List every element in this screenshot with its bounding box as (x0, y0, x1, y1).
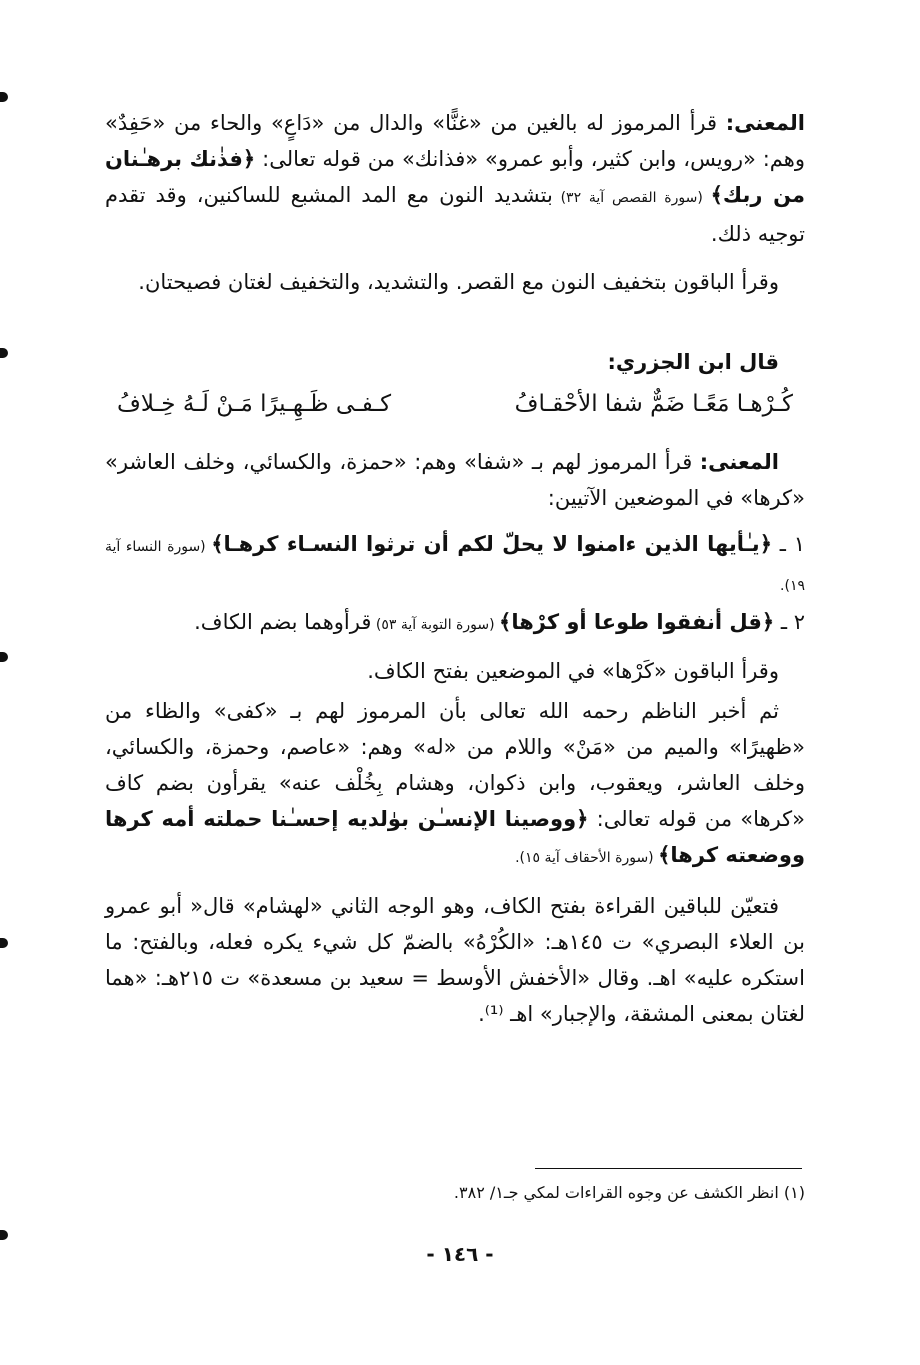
footnote-rule (535, 1168, 802, 1169)
paragraph-text: قرأ المرموز لهم بـ «شفا» وهم: «حمزة، والكسائي، وخلف العاشر» «كرها» في الموضعين الآتيين: (105, 450, 805, 510)
binding-mark (0, 938, 8, 948)
list-item (105, 604, 805, 643)
paragraph-explanation (105, 693, 805, 876)
paragraph-meaning-2 (105, 444, 805, 516)
page-body (105, 105, 805, 1032)
item-rest: قرأوهما بضم الكاف. (194, 610, 372, 634)
meaning-label: المعنى: (699, 450, 779, 474)
poem-verse (105, 384, 805, 424)
binding-mark (0, 1230, 8, 1240)
surah-reference: (سورة الأحقاف آية ١٥). (515, 850, 659, 866)
meaning-label: المعنى: (725, 111, 805, 135)
surah-reference: (سورة التوبة آية ٥٣) (371, 617, 500, 633)
paragraph-text: ثم أخبر الناظم رحمه الله تعالى بأن المرموز لهم بـ «كفى» والظاء من «ظهيرًا» والميم من «مَنْ» واللام من «له» وهم: «عاصم، وحمزة، والكسائي، وخلف العاشر، ويعقوب، وابن ذكوان، وهشام بِخُلْف عنه» يقرأون بضم كاف «كرها» من قوله تعالى: (105, 699, 805, 831)
quran-quote: ﴿قل أنفقوا طوعا أو كرْها﴾ (499, 610, 775, 634)
item-number: ١ ـ (779, 532, 805, 556)
section-heading: قال ابن الجزري: (607, 350, 779, 374)
item-number: ٢ ـ (780, 610, 805, 634)
quran-quote: ﴿يـٰأيها الذين ءامنوا لا يحلّ لكم أن ترثوا النسـاء كرهـا﴾ (211, 532, 772, 556)
paragraph-meaning-1 (105, 105, 805, 252)
paragraph-others-fatha: وقرأ الباقون «كَرْها» في الموضعين بفتح الكاف. (367, 659, 779, 683)
paragraph-others: وقرأ الباقون بتخفيف النون مع القصر. والتشديد، والتخفيف لغتان فصيحتان. (138, 270, 779, 294)
verse-hemistich-second: كـفـى ظَـهِـيرًا مَـنْ لَـهُ خِـلافُ (117, 391, 392, 417)
quran-quote: ﴿فذٰنك برهـٰنان من ربك﴾ (105, 147, 805, 207)
footnote: (١) انظر الكشف عن وجوه القراءات لمكي جـ١/ ٣٨٢. (453, 1183, 805, 1202)
quran-quote: ﴿ووصينا الإنسـٰن بوٰلديه إحسـٰنا حملته أمه كرها ووضعته كرها﴾ (105, 807, 805, 867)
binding-mark (0, 348, 8, 358)
paragraph-text: بتشديد النون مع المد المشبع للساكنين، وقد تقدم توجيه ذلك. (105, 183, 805, 246)
binding-mark (0, 92, 8, 102)
surah-reference: (سورة النساء آية ١٩). (105, 539, 805, 594)
paragraph-conclusion: فتعيّن للباقين القراءة بفتح الكاف، وهو الوجه الثاني «لهشام» قال« أبو عمرو بن العلاء البصري» ت ١٤٥هـ: «الكُرْهُ» بالضمّ كل شيء يكره فعله، وبالفتح: ما استكره عليه» اهـ. وقال «الأخفش الأوسط = سعيد بن مسعدة» ت ٢١٥هـ: «هما لغتان بمعنى المشقة، والإجبار» اهـ ⁽¹⁾. (105, 894, 805, 1026)
verse-hemistich-first: كُـرْهـا مَعًـا ضَمٌّ شفا الأحْقـافُ (514, 391, 793, 417)
paragraph-text: قرأ المرموز له بالغين من «غنًّا» والدال من «دَاعٍ» والحاء من «حَفِدٌ» وهم: «رويس، وابن كثير، وأبو عمرو» «فذانك» من قوله تعالى: (105, 111, 805, 171)
page-number: - ١٤٦ - (426, 1242, 494, 1266)
binding-mark (0, 652, 8, 662)
list-item (105, 526, 805, 604)
surah-reference: (سورة القصص آية ٣٢) (552, 190, 711, 206)
